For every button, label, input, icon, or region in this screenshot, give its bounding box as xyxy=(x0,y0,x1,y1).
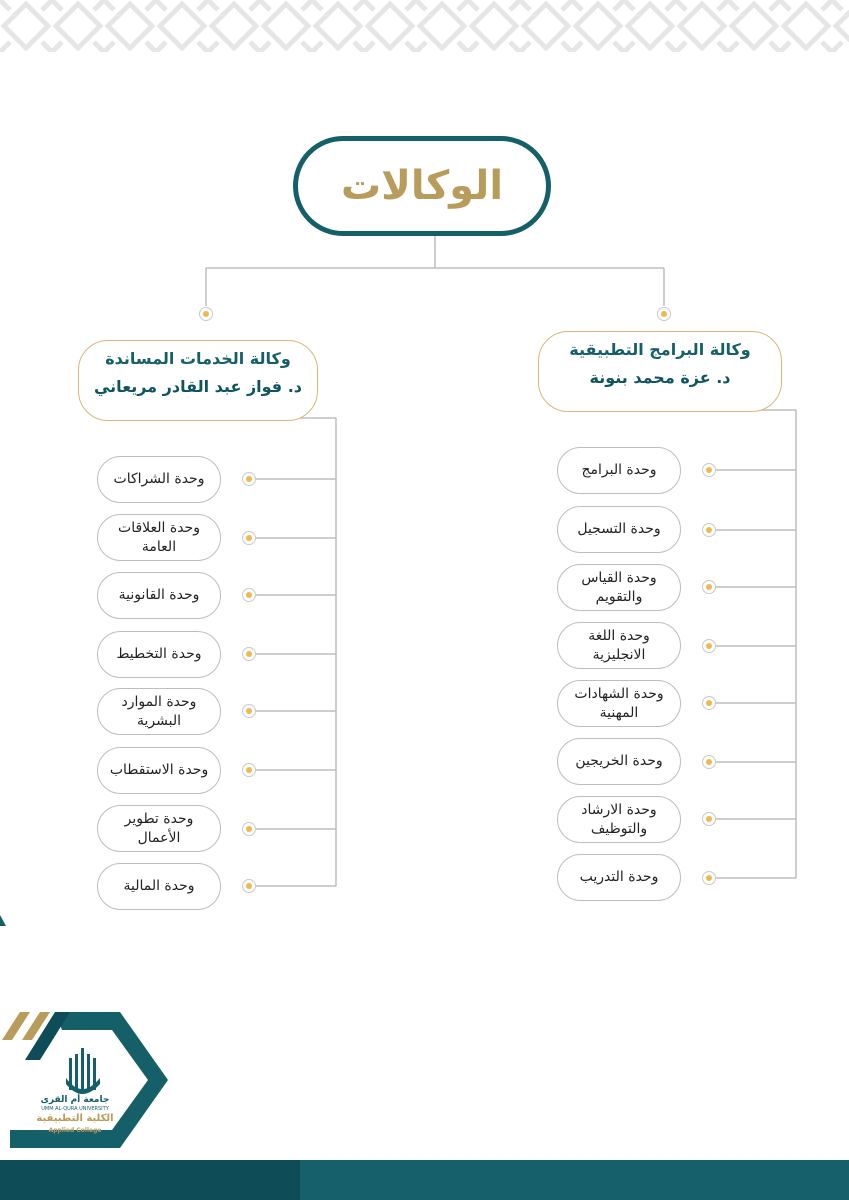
unit-english-language xyxy=(557,622,681,669)
unit-planning xyxy=(97,631,221,678)
unit-public-relations xyxy=(97,514,221,561)
connector-dot xyxy=(242,647,256,661)
bottom-band-shade xyxy=(0,1160,300,1200)
connector-dot xyxy=(242,704,256,718)
college-logo xyxy=(0,1010,180,1150)
connector-dot xyxy=(702,523,716,537)
unit-legal xyxy=(97,572,221,619)
unit-label: وحدة المالية xyxy=(123,878,195,894)
unit-label: وحدة التخطيط xyxy=(116,646,202,662)
unit-label: وحدة الموارد البشرية xyxy=(121,693,197,729)
unit-label: وحدة العلاقات العامة xyxy=(118,519,200,555)
unit-human-resources xyxy=(97,688,221,735)
connector-dot xyxy=(702,639,716,653)
unit-graduates xyxy=(557,738,681,785)
agency-right-title: وكالة البرامج التطبيقية xyxy=(569,340,751,359)
unit-label: وحدة الخريجين xyxy=(575,753,663,769)
logo-university-en: UMM AL-QURA UNIVERSITY xyxy=(41,1106,109,1112)
unit-measurement-evaluation xyxy=(557,564,681,611)
agency-left-title: وكالة الخدمات المساندة xyxy=(105,349,291,368)
connector-dot xyxy=(242,879,256,893)
unit-label: وحدة اللغة الانجليزية xyxy=(588,627,650,663)
connector-dot xyxy=(702,696,716,710)
connector-dot xyxy=(242,472,256,486)
unit-label: وحدة الشهادات المهنية xyxy=(574,685,664,721)
connector-dot xyxy=(657,307,671,321)
unit-label: وحدة الارشاد والتوظيف xyxy=(581,801,657,837)
logo-university-ar: جامعة أم القرى xyxy=(40,1095,110,1105)
agency-left-header xyxy=(78,340,318,421)
connector-dot xyxy=(242,822,256,836)
unit-label: وحدة القياس والتقويم xyxy=(581,569,657,605)
agency-right-header xyxy=(538,331,782,412)
agency-left-head-name: د. فواز عبد القادر مريعاني xyxy=(93,377,302,396)
agency-right-head-name: د. عزة محمد بنونة xyxy=(589,368,731,387)
bottom-band xyxy=(0,1160,849,1200)
page-title: الوكالات xyxy=(340,163,504,209)
unit-label: وحدة تطوير الأعمال xyxy=(124,810,194,846)
connector-dot xyxy=(702,812,716,826)
unit-training xyxy=(557,854,681,901)
unit-label: وحدة الشراكات xyxy=(113,471,205,487)
unit-label: وحدة القانونية xyxy=(118,587,200,603)
connector-dot xyxy=(702,580,716,594)
connector-dot xyxy=(702,871,716,885)
connector-dot xyxy=(242,588,256,602)
unit-label: وحدة التدريب xyxy=(579,869,659,885)
unit-business-development xyxy=(97,805,221,852)
unit-recruitment xyxy=(97,747,221,794)
unit-partnerships xyxy=(97,456,221,503)
unit-label: وحدة البرامج xyxy=(581,462,657,478)
unit-programs xyxy=(557,447,681,494)
connector-dot xyxy=(702,755,716,769)
title-pill xyxy=(293,136,551,236)
connector-dot xyxy=(242,763,256,777)
connector-dot xyxy=(702,463,716,477)
unit-label: وحدة التسجيل xyxy=(577,521,661,537)
connector-dot xyxy=(199,307,213,321)
logo-college-ar: الكلية التطبيقية xyxy=(36,1113,114,1124)
logo-college-en: Applied College xyxy=(48,1127,102,1134)
unit-label: وحدة الاستقطاب xyxy=(109,762,209,778)
connector-dot xyxy=(242,531,256,545)
unit-guidance-employment xyxy=(557,796,681,843)
unit-finance xyxy=(97,863,221,910)
unit-professional-certificates xyxy=(557,680,681,727)
unit-registration xyxy=(557,506,681,553)
